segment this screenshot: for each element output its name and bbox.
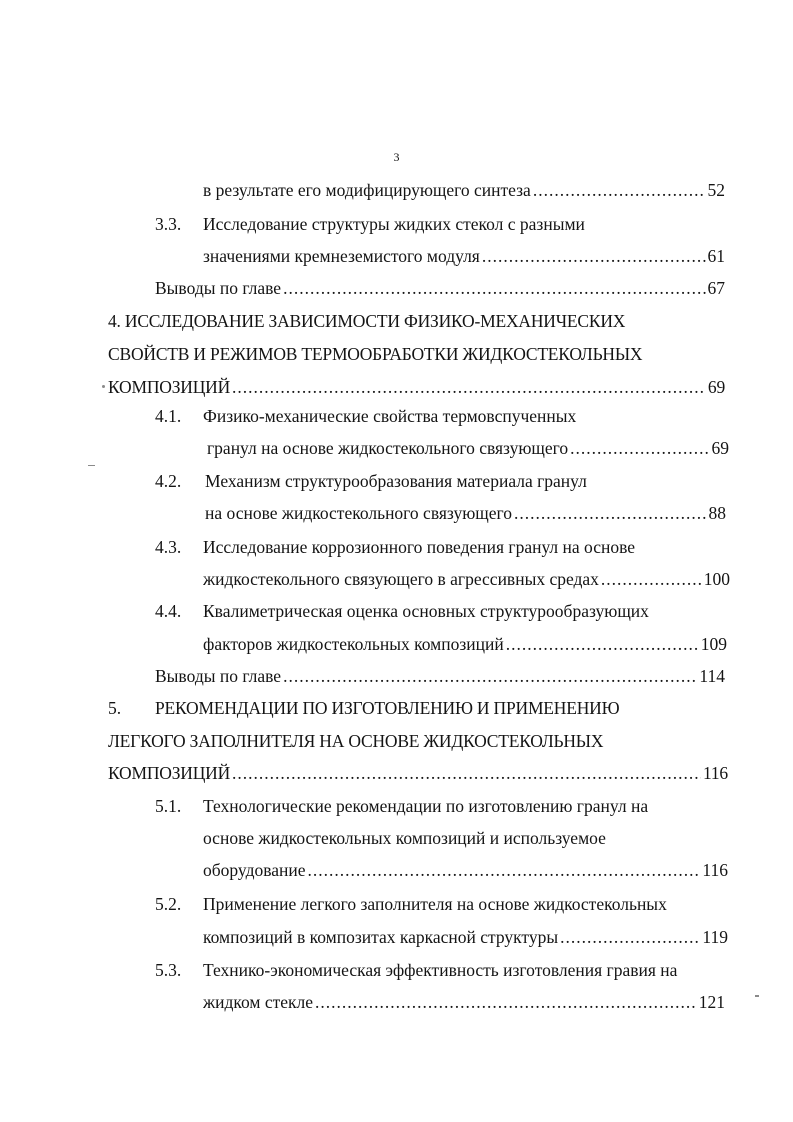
toc-entry-text: основе жидкостекольных композиций и используемое [203,828,606,848]
chapter-title: СВОЙСТВ И РЕЖИМОВ ТЕРМООБРАБОТКИ ЖИДКОСТЕКОЛЬНЫХ [108,344,643,364]
dot-leader [308,859,701,881]
toc-entry-text: Исследование структуры жидких стекол с разными [203,214,585,234]
section-number: 4.1. [155,406,182,426]
toc-page-number: 116 [702,763,728,783]
toc-entry [155,277,725,299]
dot-leader [482,245,706,267]
toc-entry [155,665,725,687]
toc-page-number: 52 [707,180,725,200]
toc-entry [203,991,725,1013]
toc-entry-text: оборудование [203,860,306,880]
toc-page-number: 119 [702,927,728,947]
toc-page-number: 69 [711,438,729,458]
dot-leader [560,926,700,948]
toc-entry [203,859,728,881]
dot-leader [506,633,699,655]
section-number: 5.1. [155,796,182,816]
section-number: 5.3. [155,960,182,980]
toc-entry-text: жидком стекле [203,992,314,1012]
toc-entry-text: Применение легкого заполнителя на основе жидкостекольных [203,894,667,914]
toc-page-number: 114 [699,666,725,686]
toc-entry [203,179,725,201]
toc-entry-text: гранул на основе жидкостекольного связующего [207,438,569,458]
toc-entry-text: Исследование коррозионного поведения гранул на основе [203,537,636,557]
toc-entry [108,376,725,398]
section-number: 3.3. [155,214,182,234]
toc-entry-text: Выводы по главе [155,278,282,298]
dot-leader [514,502,706,524]
dot-leader [232,762,701,784]
chapter-title: ЛЕГКОГО ЗАПОЛНИТЕЛЯ НА ОСНОВЕ ЖИДКОСТЕКОЛЬНЫХ [108,731,604,751]
toc-page-number: 67 [707,278,725,298]
toc-entry-text: Квалиметрическая оценка основных структурообразующих [203,601,649,621]
section-number: 5. [108,698,122,718]
toc-entry [108,762,728,784]
dot-leader [601,568,702,590]
toc-entry [207,437,729,459]
toc-entry-text: значениями кремнеземистого модуля [203,246,480,266]
toc-entry-text: Технико-экономическая эффективность изготовления гравия на [203,960,678,980]
toc-entry [203,245,725,267]
toc-page-number: 69 [707,377,725,397]
scan-mark [102,385,105,388]
section-number: 4.4. [155,601,182,621]
toc-entry [203,926,728,948]
toc-page-number: 61 [707,246,725,266]
dot-leader [283,665,697,687]
section-number: 4.2. [155,471,182,491]
toc-entry-text: Механизм структурообразования материала гранул [205,471,587,491]
dot-leader [533,179,706,201]
toc-entry [205,502,726,524]
section-number: 5.2. [155,894,182,914]
toc-entry [203,568,730,590]
toc-entry-text: в результате его модифицирующего синтеза [203,180,531,200]
section-number: 4.3. [155,537,182,557]
toc-entry-text: на основе жидкостекольного связующего [205,503,513,523]
toc-entry-text: композиций в композитах каркасной структуры [203,927,559,947]
toc-page-number: 100 [703,569,730,589]
toc-entry-text: факторов жидкостекольных композиций [203,634,504,654]
chapter-title: РЕКОМЕНДАЦИИ ПО ИЗГОТОВЛЕНИЮ И ПРИМЕНЕНИЮ [155,698,620,718]
toc-page-number: 116 [702,860,728,880]
toc-entry-text: Выводы по главе [155,666,282,686]
chapter-title: 4. ИССЛЕДОВАНИЕ ЗАВИСИМОСТИ ФИЗИКО-МЕХАНИЧЕСКИХ [108,311,626,331]
toc-entry-text: Физико-механические свойства термовспученных [203,406,577,426]
toc-page-number: 121 [698,992,725,1012]
scan-mark [88,465,95,466]
dot-leader [315,991,697,1013]
dot-leader [232,376,706,398]
toc-entry-text: КОМПОЗИЦИЙ [108,763,231,783]
toc-page-number: 109 [700,634,727,654]
dot-leader [570,437,709,459]
toc-entry [203,633,727,655]
toc-entry-text: жидкостекольного связующего в агрессивных средах [203,569,599,589]
toc-page-number: 88 [708,503,726,523]
toc-entry-text: КОМПОЗИЦИЙ [108,377,231,397]
page-number: 3 [393,150,400,164]
toc-entry-text: Технологические рекомендации по изготовлению гранул на [203,796,649,816]
dot-leader [283,277,705,299]
scan-mark [755,995,759,997]
